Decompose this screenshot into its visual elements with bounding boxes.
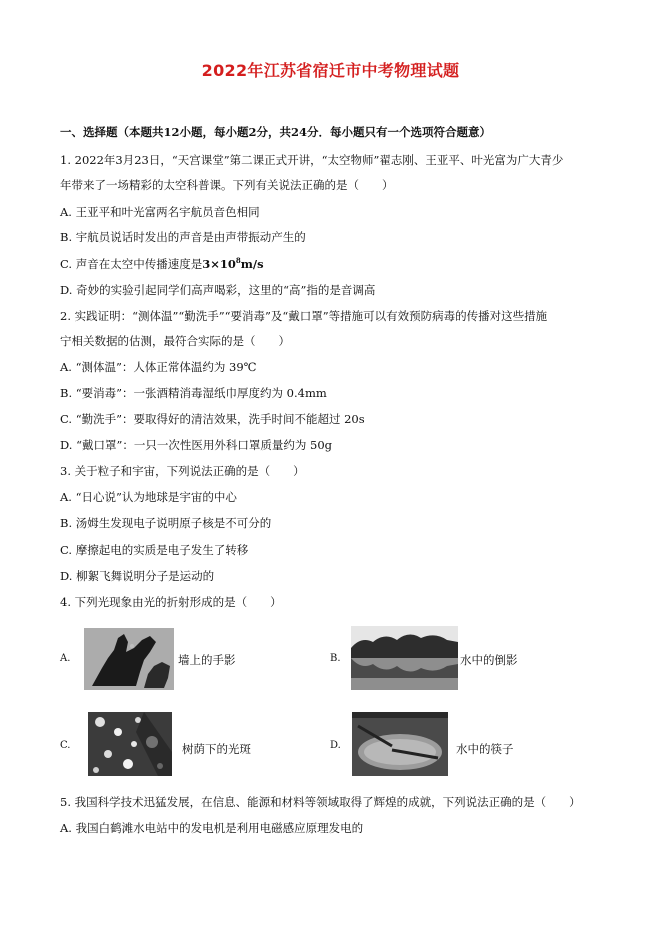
q4-option-b-letter: B. <box>330 653 341 664</box>
q2-stem-line2: 宁相关数据的估测，最符合实际的是（ ） <box>60 334 290 348</box>
q4-option-d-letter: D. <box>330 740 341 751</box>
q4-option-d-caption: 水中的筷子 <box>456 742 514 756</box>
q3-option-d: D. 柳絮飞舞说明分子是运动的 <box>60 569 215 583</box>
q4-option-d-image <box>352 712 448 776</box>
q4-option-b-image <box>351 626 458 690</box>
q4-option-c-caption: 树荫下的光斑 <box>182 742 251 756</box>
q4-option-c-letter: C. <box>60 740 71 751</box>
q3-option-b: B. 汤姆生发现电子说明原子核是不可分的 <box>60 516 272 530</box>
q5-stem: 5. 我国科学技术迅猛发展，在信息、能源和材料等领域取得了辉煌的成就，下列说法正确的是（ ） <box>60 795 581 809</box>
q5-option-a: A. 我国白鹤滩水电站中的发电机是利用电磁感应原理发电的 <box>60 821 364 835</box>
q3-stem: 3. 关于粒子和宇宙，下列说法正确的是（ ） <box>60 464 305 478</box>
q2-option-a: A. “测体温”：人体正常体温约为 39℃ <box>60 360 257 374</box>
hand-shadow-illustration <box>84 628 174 690</box>
q4-option-c-image <box>88 712 172 776</box>
page-title: 2022年江苏省宿迁市中考物理试题 <box>201 61 460 80</box>
q3-option-c: C. 摩擦起电的实质是电子发生了转移 <box>60 543 249 557</box>
q1-stem-line2: 年带来了一场精彩的太空科普课。下列有关说法正确的是（ ） <box>60 178 394 192</box>
q1-option-d: D. 奇妙的实验引起同学们高声喝彩，这里的“高”指的是音调高 <box>60 283 376 297</box>
q3-option-a: A. “日心说”认为地球是宇宙的中心 <box>60 490 237 504</box>
water-reflection-illustration <box>351 626 458 690</box>
tree-shade-light-spots-illustration <box>88 712 172 776</box>
q1-option-a: A. 王亚平和叶光富两名宇航员音色相同 <box>60 205 260 219</box>
section-heading: 一、选择题（本题共12小题，每小题2分，共24分．每小题只有一个选项符合题意） <box>60 125 492 139</box>
q1-option-c-value: 3×10 <box>202 257 236 271</box>
q2-option-d: D. “戴口罩”：一只一次性医用外科口罩质量约为 50g <box>60 438 333 452</box>
q1-option-c <box>60 256 264 272</box>
q2-option-b: B. “要消毒”：一张酒精消毒湿纸巾厚度约为 0.4mm <box>60 386 327 400</box>
q1-stem-line1: 1. 2022年3月23日，“天宫课堂”第二课正式开讲，“太空物师”翟志刚、王亚平、叶光富为广大青少 <box>60 153 564 167</box>
q1-option-c-exponent: 8 <box>235 256 241 266</box>
q2-option-c: C. “勤洗手”：要取得好的清洁效果，洗手时间不能超过 20s <box>60 412 365 426</box>
q1-option-b: B. 宇航员说话时发出的声音是由声带振动产生的 <box>60 230 306 244</box>
q4-option-a-image <box>84 628 174 690</box>
q4-option-b-caption: 水中的倒影 <box>460 653 518 667</box>
q1-option-c-text: C. 声音在太空中传播速度是 <box>60 257 203 271</box>
q4-stem: 4. 下列光现象由光的折射形成的是（ ） <box>60 595 282 609</box>
chopsticks-in-water-illustration <box>352 712 448 776</box>
q2-stem-line1: 2. 实践证明：“测体温”“勤洗手”“要消毒”及“戴口罩”等措施可以有效预防病毒的传播对这些措施 <box>60 309 548 323</box>
q4-option-a-letter: A. <box>60 653 71 664</box>
q1-option-c-unit: m/s <box>240 257 264 271</box>
q4-option-a-caption: 墙上的手影 <box>178 653 236 667</box>
